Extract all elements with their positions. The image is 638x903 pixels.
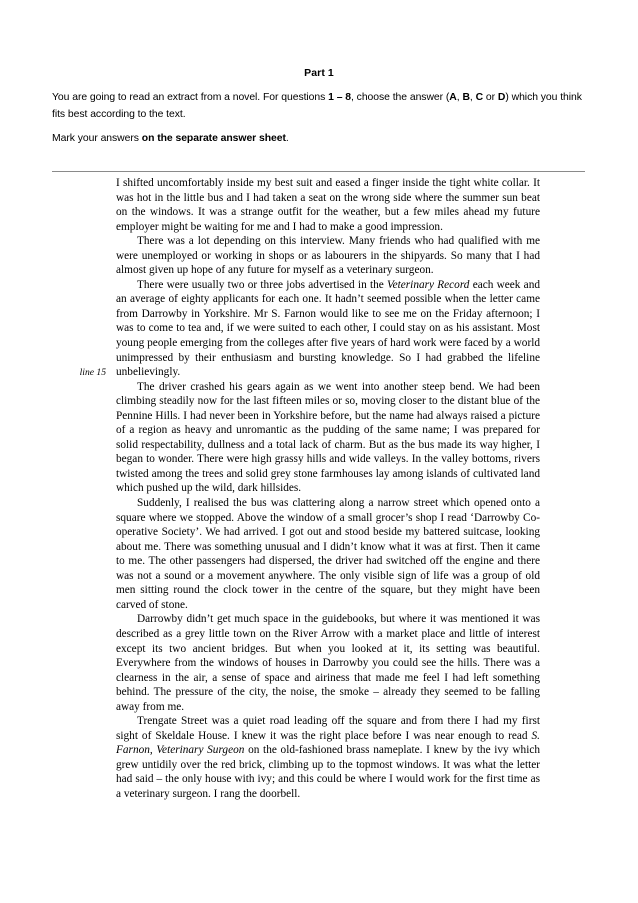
passage-paragraph [116, 278, 540, 380]
passage-text-run: Darrowby didn’t get much space in the guidebooks, but where it was mentioned it was described as a grey little town on the River Arrow with a market place and little of interest except its two ancient bridges. But when you looked at it, its setting was beautiful. Everywhere from the windows of houses in Darrowby you could see the hills. There was a clearness in the air, a sense of space and airiness that made me feel I had left something behind. The pressure of the city, the noise, the smoke – already they seemed to be falling away from me. [116, 613, 540, 713]
option-letter-d: D [497, 92, 506, 103]
instructions-text-mid: , choose the answer ( [351, 92, 450, 103]
option-letter-c: C [475, 92, 484, 103]
horizontal-divider [52, 171, 585, 172]
passage-text-run: The driver crashed his gears again as we went into another steep bend. We had been climbing steadily now for the last fifteen miles or so, moving closer to the distant blue of the Pennine Hills. I had never been in Yorkshire before, but the name had always raised a picture of a region as heavy and unromantic as the pudding of the same name; I was prepared for solid respectability, dullness and a total lack of charm. But as the bus made its way higher, I began to wonder. There were high grassy hills and wide valleys. In the valley bottoms, rivers twisted among the trees and solid grey stone farmhouses lay among islands of cultivated land which pushed up the wild, dark hillsides. [116, 380, 540, 495]
passage-paragraph [116, 380, 540, 496]
option-conjunction: or [483, 92, 498, 103]
passage-italic-run: S. Farnon, Veterinary Surgeon [116, 729, 540, 757]
passage-text-run: I shifted uncomfortably inside my best suit and eased a finger inside the tight white collar. It was hot in the little bus and I had taken a seat on the wrong side where the summer sun beat on the windows. It was a strange outfit for the weather, but a few miles ahead my future employer might be waiting for me and I had to make a good impression. [116, 177, 540, 233]
passage-text-run: Trengate Street was a quiet road leading off the square and from there I had my first sight of Skeldale House. I knew it was the right place before I was near enough to read [116, 715, 540, 742]
passage-paragraph [116, 612, 540, 714]
passage-text-run: each week and an average of eighty applicants for each one. It hadn’t seemed possible when the letter came from Darrowby in Yorkshire. Mr S. Farnon would like to see me on the Friday afternoon; I was to come to tea and, if we were suited to each other, I could stay on as his assistant. Most young people emerging from the colleges after five years of hard work were faced by a world unimpressed by their enthusiasm and bursting knowledge. So I had grabbed the lifeline unbelievingly. [116, 278, 540, 379]
option-letter-a: A [449, 92, 457, 103]
page-title: Part 1 [304, 67, 334, 79]
line-number-marker: line 15 [79, 367, 106, 378]
passage-text-run: There were usually two or three jobs advertised in the [137, 278, 387, 291]
instructions-text-post: ) which you think fits best according to the text. [52, 92, 582, 120]
passage-paragraph [116, 234, 540, 278]
instructions-paragraph [52, 90, 586, 123]
mark-text-post: . [285, 133, 289, 144]
mark-text-pre: Mark your answers [52, 133, 142, 144]
passage-paragraph [116, 176, 540, 234]
passage-italic-run: Veterinary Record [386, 278, 470, 291]
passage-text-run: on the old-fashioned brass nameplate. I knew by the ivy which grew untidily over the red brick, climbing up to the topmost windows. It was what the letter had said – the only house with ivy; and this could be where I would work for the first time as a veterinary surgeon. I rang the doorbell. [116, 744, 540, 800]
instructions-text-pre: You are going to read an extract from a novel. For questions [52, 92, 329, 103]
option-separator-2: , [469, 92, 476, 103]
passage-text-run: Suddenly, I realised the bus was clattering along a narrow street which opened onto a square where we stopped. Above the window of a small grocer’s shop I read ‘Darrowby Co-operative Society’. We had arrived. I got out and stood beside my battered suitcase, looking about me. There was something unusual and I didn’t know what it was at first. Then it came to me. The other passengers had dispersed, the driver had switched off the engine and there was not a sound or a movement anywhere. The only visible sign of life was a group of old men sitting round the clock tower in the centre of the square, but they might have been carved of stone. [116, 497, 540, 611]
option-separator-1: , [456, 92, 463, 103]
question-range: 1 – 8 [328, 92, 351, 103]
mark-text-emphasis: on the separate answer sheet [141, 133, 286, 144]
passage-paragraph [116, 496, 540, 612]
option-letter-b: B [462, 92, 470, 103]
reading-passage [116, 176, 540, 802]
answer-sheet-instruction [52, 131, 586, 147]
passage-paragraph [116, 714, 540, 801]
passage-text-run: There was a lot depending on this interview. Many friends who had qualified with me were unemployed or working in shops or as labourers in the shipyards. So many that I had almost given up hope of any future for myself as a veterinary surgeon. [116, 235, 540, 277]
